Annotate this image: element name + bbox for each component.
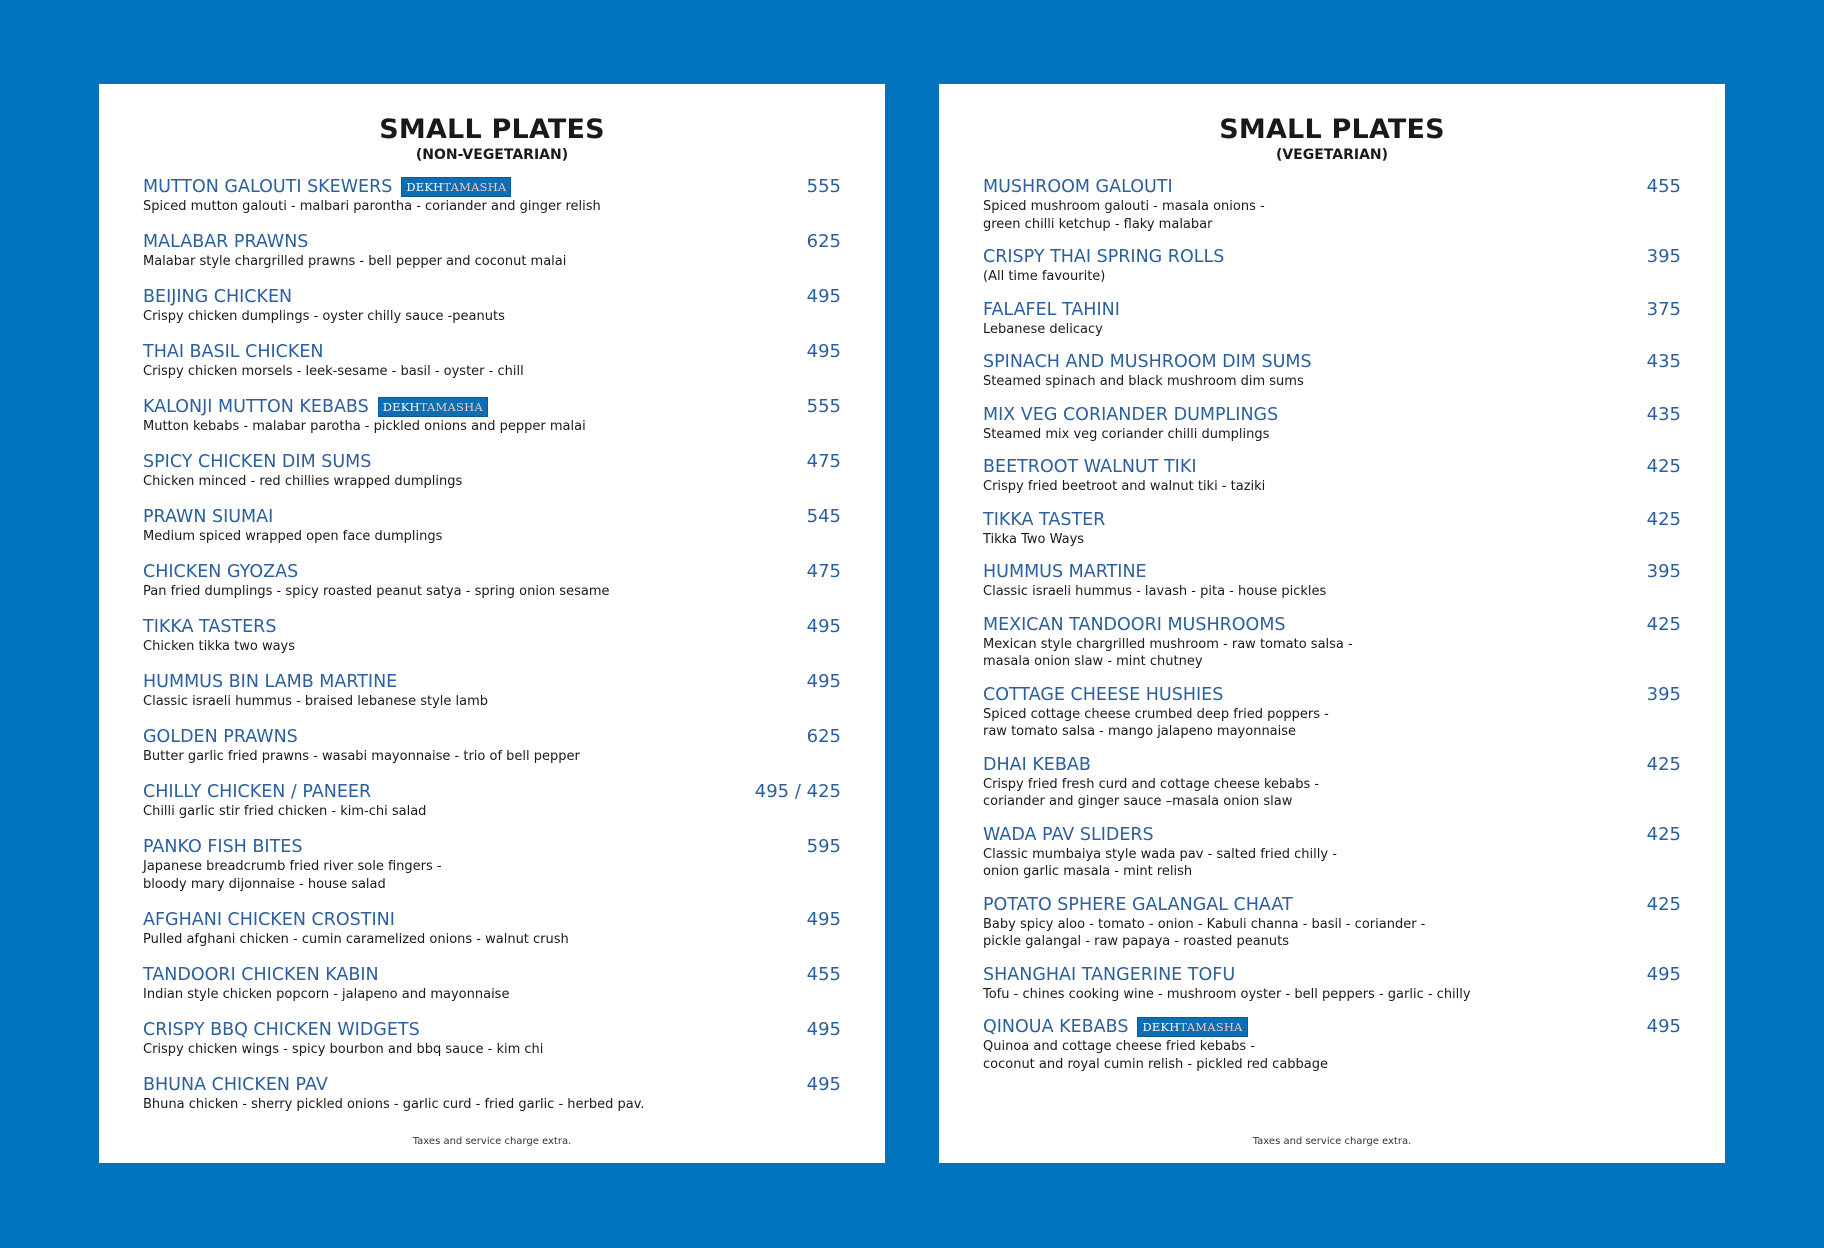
menu-item-name: TANDOORI CHICKEN KABIN [143,964,379,985]
menu-item [143,1074,841,1114]
menu-item-price: 435 [1646,403,1681,425]
menu-item-price: 555 [806,176,841,197]
menu-item-heading [143,964,841,986]
menu-item-price: 555 [806,396,841,417]
menu-item [143,176,841,216]
menu-item-name: SPICY CHICKEN DIM SUMS [143,452,372,472]
menu-item-heading [143,561,841,583]
menu-item-name: COTTAGE CHEESE HUSHIES [983,684,1224,705]
menu-item-name: MUSHROOM GALOUTI [983,177,1173,197]
page-title: SMALL PLATES [1219,114,1445,145]
menu-item-description: Chicken minced - red chillies wrapped dumplings [143,474,463,489]
menu-item-heading [983,509,1681,531]
menu-item-description: Spiced cottage cheese crumbed deep fried poppers - raw tomato salsa - mango jalapeno mayonnaise [983,706,1329,739]
menu-item-name: THAI BASIL CHICKEN [143,342,324,362]
menu-item-heading [983,299,1681,321]
menu-item-heading [983,456,1681,478]
menu-item-price: 395 [1646,683,1681,705]
menu-item [143,286,841,326]
menu-item-name: BEETROOT WALNUT TIKI [983,457,1197,477]
menu-item [143,451,841,491]
menu-item [143,231,841,271]
dekh-tamasha-badge [378,397,488,417]
menu-item-heading [983,246,1681,268]
menu-item-description: Steamed spinach and black mushroom dim sums [983,374,1304,389]
menu-item-heading [143,726,841,748]
menu-item-name: FALAFEL TAHINI [983,299,1120,320]
badge-text-part2: TAMASHA [1179,1020,1243,1034]
menu-item-price: 495 [806,616,841,637]
menu-item-description: Crispy fried fresh curd and cottage cheese kebabs - coriander and ginger sauce –masala onion slaw [983,776,1320,809]
menu-item-price: 495 [1646,963,1681,985]
menu-item-description: Tofu - chines cooking wine - mushroom oyster - bell peppers - garlic - chilly [983,986,1471,1002]
menu-item-description: Crispy fried beetroot and walnut tiki - taziki [983,479,1266,494]
menu-item-name: TIKKA TASTERS [143,617,277,637]
menu-item [143,506,841,546]
menu-item [143,726,841,766]
menu-item-description: Classic israeli hummus - braised lebanese style lamb [143,694,489,709]
dekh-tamasha-badge [1137,1017,1247,1037]
menu-item-name: MUTTON GALOUTI SKEWERS [143,177,393,197]
menu-item-description: Chilli garlic stir fried chicken - kim-chi salad [143,804,427,819]
menu-item-description: Malabar style chargrilled prawns - bell pepper and coconut malai [143,254,567,269]
badge-text-part1: DEKH [1142,1020,1180,1034]
menu-page-non-vegetarian [99,84,885,1163]
menu-item-heading [143,1019,841,1041]
menu-item [983,1016,1681,1073]
menu-item-list [983,176,1681,1086]
menu-item [983,456,1681,496]
menu-item-price: 425 [1646,508,1681,530]
menu-item-price: 475 [806,451,841,472]
menu-item [143,616,841,656]
menu-item-heading [983,894,1681,916]
menu-item-price: 595 [806,836,841,857]
menu-item-price: 495 [806,1073,841,1095]
menu-item-name: HUMMUS BIN LAMB MARTINE [143,672,398,692]
menu-item-price: 425 [1646,456,1681,477]
menu-item-name: SHANGHAI TANGERINE TOFU [983,964,1236,985]
badge-text-part2: TAMASHA [443,180,507,194]
menu-item-name: CRISPY BBQ CHICKEN WIDGETS [143,1019,420,1040]
menu-item-description: Mutton kebabs - malabar parotha - pickled onions and pepper malai [143,419,586,434]
menu-item-heading [143,671,841,693]
menu-item-description: Crispy chicken morsels - leek-sesame - basil - oyster - chill [143,364,524,379]
menu-item-description: Chicken tikka two ways [143,639,296,654]
menu-item-name: AFGHANI CHICKEN CROSTINI [143,909,395,930]
menu-item-description: Classic mumbaiya style wada pav - salted fried chilly - onion garlic masala - mint relish [983,846,1337,879]
menu-item [143,671,841,711]
menu-item-heading [143,176,841,198]
menu-item-price: 495 [806,286,841,307]
menu-item-name: BHUNA CHICKEN PAV [143,1074,328,1095]
menu-item [143,964,841,1004]
menu-item-price: 495 [806,341,841,362]
menu-item-name: BEIJING CHICKEN [143,287,293,307]
menu-item-heading [143,451,841,473]
menu-item [143,1019,841,1059]
menu-item-price: 475 [806,561,841,582]
menu-item-heading [983,561,1681,583]
menu-item-price: 625 [806,726,841,747]
menu-item [143,396,841,436]
menu-item [983,299,1681,339]
menu-item-heading [143,231,841,253]
page-header [99,114,885,163]
menu-item [143,909,841,949]
menu-item-price: 495 / 425 [754,781,841,802]
menu-item [143,781,841,821]
menu-item-name: PANKO FISH BITES [143,837,303,857]
menu-item-description: Crispy chicken dumplings - oyster chilly sauce -peanuts [143,309,505,324]
menu-item [143,341,841,381]
menu-item-heading [983,404,1681,426]
menu-item-price: 495 [806,1018,841,1040]
menu-page-vegetarian [939,84,1725,1163]
menu-item-name: DHAI KEBAB [983,754,1091,775]
menu-item-name: CHILLY CHICKEN / PANEER [143,782,372,802]
menu-item-description: Quinoa and cottage cheese fried kebabs - coconut and royal cumin relish - pickled red cabbage [983,1039,1329,1072]
menu-item-heading [143,836,841,858]
menu-item-price: 455 [806,963,841,985]
menu-item [983,754,1681,811]
menu-item-price: 395 [1646,246,1681,267]
menu-item-name: HUMMUS MARTINE [983,562,1147,582]
menu-item [983,561,1681,601]
menu-item-heading [983,1016,1681,1038]
menu-item-description: Medium spiced wrapped open face dumplings [143,529,443,544]
menu-item-name: GOLDEN PRAWNS [143,727,298,747]
menu-item-heading [983,614,1681,636]
menu-item-price: 425 [1646,613,1681,635]
menu-item-name: TIKKA TASTER [983,509,1106,530]
menu-item-description: Spiced mutton galouti - malbari parontha - coriander and ginger relish [143,199,601,214]
menu-item [983,964,1681,1004]
menu-item-description: Crispy chicken wings - spicy bourbon and bbq sauce - kim chi [143,1041,544,1057]
menu-item-heading [143,341,841,363]
menu-item-description: Steamed mix veg coriander chilli dumplings [983,426,1270,442]
menu-item-description: Japanese breadcrumb fried river sole fingers - bloody mary dijonnaise - house salad [143,859,442,892]
menu-item-name: WADA PAV SLIDERS [983,824,1154,845]
page-subtitle: (NON-VEGETARIAN) [415,147,569,163]
page-subtitle: (VEGETARIAN) [1275,147,1389,163]
menu-item [983,404,1681,444]
menu-item-heading [983,176,1681,198]
badge-text-part1: DEKH [406,180,444,194]
menu-item-name: MIX VEG CORIANDER DUMPLINGS [983,404,1279,425]
page-footer-note: Taxes and service charge extra. [412,1136,572,1147]
menu-item-description: Classic israeli hummus - lavash - pita - house pickles [983,584,1327,599]
menu-item-description: Bhuna chicken - sherry pickled onions - garlic curd - fried garlic - herbed pav. [143,1096,645,1112]
menu-item-name: CRISPY THAI SPRING ROLLS [983,247,1225,267]
menu-item-heading [143,616,841,638]
badge-text-part2: TAMASHA [419,400,483,414]
menu-item-name: PRAWN SIUMAI [143,507,274,527]
menu-item-list [143,176,841,1129]
dekh-tamasha-badge [401,177,511,197]
page-header [939,114,1725,163]
menu-item-price: 495 [806,671,841,692]
menu-item-description: Lebanese delicacy [983,321,1103,337]
menu-item-description: Spiced mushroom galouti - masala onions - green chilli ketchup - flaky malabar [983,199,1265,232]
badge-text-part1: DEKH [382,400,420,414]
menu-item-description: Baby spicy aloo - tomato - onion - Kabuli channa - basil - coriander - pickle galangal - raw papaya - roasted peanuts [983,916,1426,949]
menu-item-heading [983,351,1681,373]
menu-item-price: 545 [806,506,841,527]
menu-item-description: Mexican style chargrilled mushroom - raw tomato salsa - masala onion slaw - mint chutney [983,636,1353,669]
page-footer-note: Taxes and service charge extra. [1252,1136,1412,1147]
menu-item-heading [143,909,841,931]
menu-item-heading [143,396,841,418]
menu-item-price: 375 [1646,298,1681,320]
menu-item [983,684,1681,741]
menu-item-name: MEXICAN TANDOORI MUSHROOMS [983,614,1286,635]
menu-item-price: 425 [1646,753,1681,775]
menu-item-heading [143,1074,841,1096]
menu-item-description: Pulled afghani chicken - cumin caramelized onions - walnut crush [143,931,569,947]
menu-item-price: 495 [1646,1016,1681,1037]
menu-item-price: 495 [806,908,841,930]
menu-item [983,614,1681,671]
menu-item-description: Indian style chicken popcorn - jalapeno and mayonnaise [143,986,510,1002]
menu-item-heading [983,964,1681,986]
menu-item [143,561,841,601]
menu-item-heading [983,684,1681,706]
menu-item-name: QINOUA KEBABS [983,1017,1129,1037]
menu-item-name: CHICKEN GYOZAS [143,562,299,582]
menu-item-name: POTATO SPHERE GALANGAL CHAAT [983,894,1293,915]
menu-item-name: SPINACH AND MUSHROOM DIM SUMS [983,352,1312,372]
menu-item [983,824,1681,881]
menu-item-price: 455 [1646,176,1681,197]
menu-item-price: 395 [1646,561,1681,582]
menu-item-heading [143,286,841,308]
menu-item [143,836,841,893]
menu-item-heading [143,781,841,803]
menu-item-heading [983,754,1681,776]
page-title: SMALL PLATES [379,114,605,145]
menu-item-description: Tikka Two Ways [983,531,1085,547]
menu-item-description: Pan fried dumplings - spicy roasted peanut satya - spring onion sesame [143,584,610,599]
menu-item-price: 425 [1646,893,1681,915]
menu-item-name: KALONJI MUTTON KEBABS [143,397,369,417]
menu-item [983,894,1681,951]
menu-item-price: 625 [806,231,841,252]
menu-item-description: Butter garlic fried prawns - wasabi mayonnaise - trio of bell pepper [143,749,580,764]
menu-item-price: 425 [1646,823,1681,845]
menu-item-heading [143,506,841,528]
menu-item-description: (All time favourite) [983,269,1106,284]
menu-item [983,176,1681,233]
menu-item [983,509,1681,549]
menu-item-price: 435 [1646,351,1681,372]
menu-item-name: MALABAR PRAWNS [143,232,309,252]
menu-item [983,246,1681,286]
menu-item-heading [983,824,1681,846]
menu-item [983,351,1681,391]
